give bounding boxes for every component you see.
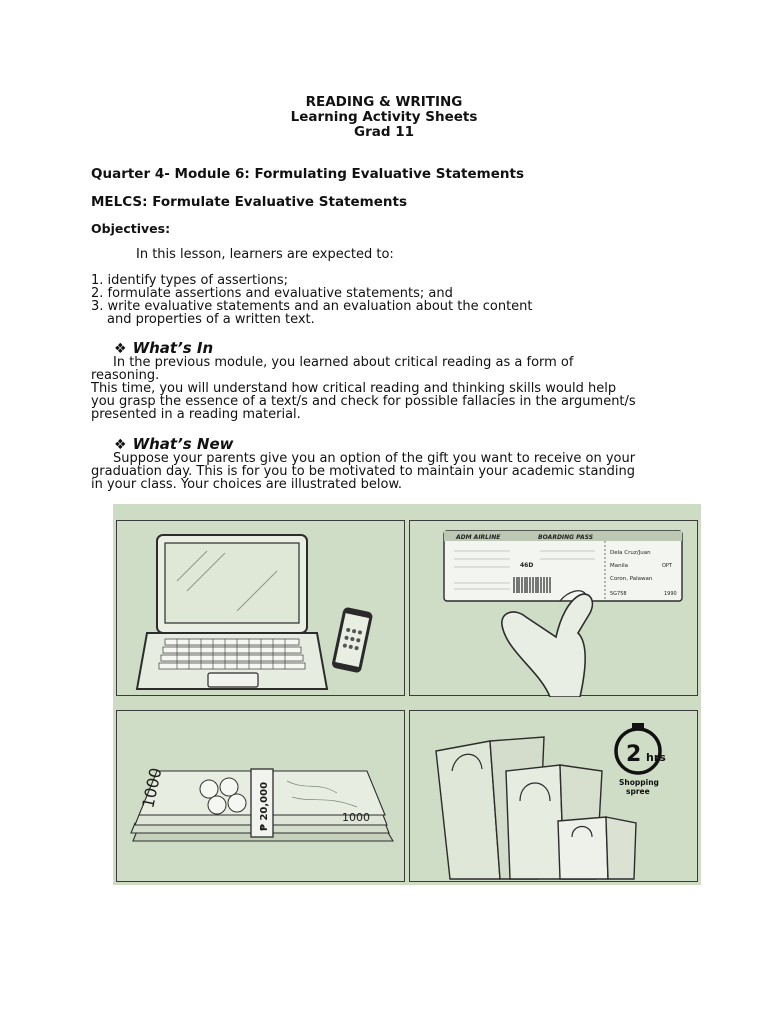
objective-item: 1. identify types of assertions; (91, 273, 289, 288)
module-title: Quarter 4- Module 6: Formulating Evaluative Statements (91, 166, 524, 182)
shopping-bags-icon (410, 711, 699, 883)
paragraph-line: In the previous module, you learned about critical reading as a form of (113, 355, 574, 370)
objectives-intro: In this lesson, learners are expected to: (136, 247, 394, 262)
timer-unit: hrs (646, 751, 666, 764)
paragraph-line: This time, you will understand how critical reading and thinking skills would help (91, 381, 617, 396)
boarding-pass-panel (409, 520, 698, 696)
melcs-title: MELCS: Formulate Evaluative Statements (91, 194, 408, 210)
shopping-panel (409, 710, 698, 882)
objective-item: and properties of a written text. (107, 312, 315, 327)
laptop-panel (116, 520, 405, 696)
boarding-pass-icon (410, 521, 699, 697)
airline-name: ADM AIRLINE (456, 534, 501, 541)
paragraph-line: you grasp the essence of a text/s and check for possible fallacies in the argument/s (91, 394, 636, 409)
paragraph-line: graduation day. This is for you to be motivated to maintain your academic standing (91, 464, 636, 479)
money-panel (116, 710, 405, 882)
gate-label: OPT (662, 563, 673, 569)
diamond-bullet-icon: ❖ (114, 341, 127, 357)
subject-title: READING & WRITING (305, 94, 463, 110)
laptop-phone-icon (117, 521, 406, 697)
paragraph-line: Suppose your parents give you an option of the gift you want to receive on your (113, 451, 636, 466)
sheet-title: Learning Activity Sheets (290, 109, 478, 125)
paragraph-line: presented in a reading material. (91, 407, 301, 422)
objective-item: 3. write evaluative statements and an evaluation about the content (91, 299, 533, 314)
passenger-name: Dela Cruz/Juan (610, 550, 651, 556)
objective-item: 2. formulate assertions and evaluative statements; and (91, 286, 453, 301)
destination: Coron, Palawan (610, 576, 653, 582)
whats-in-heading-text: What’s In (132, 339, 214, 357)
shopping-caption: spree (626, 787, 650, 796)
grade-label: Grad 11 (354, 124, 414, 140)
flight-number: 5G758 (610, 591, 627, 597)
timer-number: 2 (626, 742, 642, 767)
diamond-bullet-icon: ❖ (114, 437, 127, 453)
seat-number: 46D (520, 562, 534, 569)
flight-time: 1990 (664, 591, 677, 597)
money-band-label: ₱ 20,000 (259, 781, 270, 831)
bill-denomination: 1000 (138, 766, 166, 810)
whats-new-heading-text: What’s New (132, 435, 234, 453)
gift-options-illustration (113, 504, 701, 885)
shopping-caption: Shopping (619, 778, 659, 787)
cash-bundle-icon (117, 711, 406, 883)
objectives-heading: Objectives: (91, 221, 171, 236)
pass-title: BOARDING PASS (538, 534, 594, 541)
origin: Manila (610, 563, 629, 569)
document-header (0, 95, 768, 140)
paragraph-line: reasoning. (91, 368, 160, 383)
paragraph-line: in your class. Your choices are illustrated below. (91, 477, 403, 492)
bill-denomination: 1000 (342, 811, 370, 824)
